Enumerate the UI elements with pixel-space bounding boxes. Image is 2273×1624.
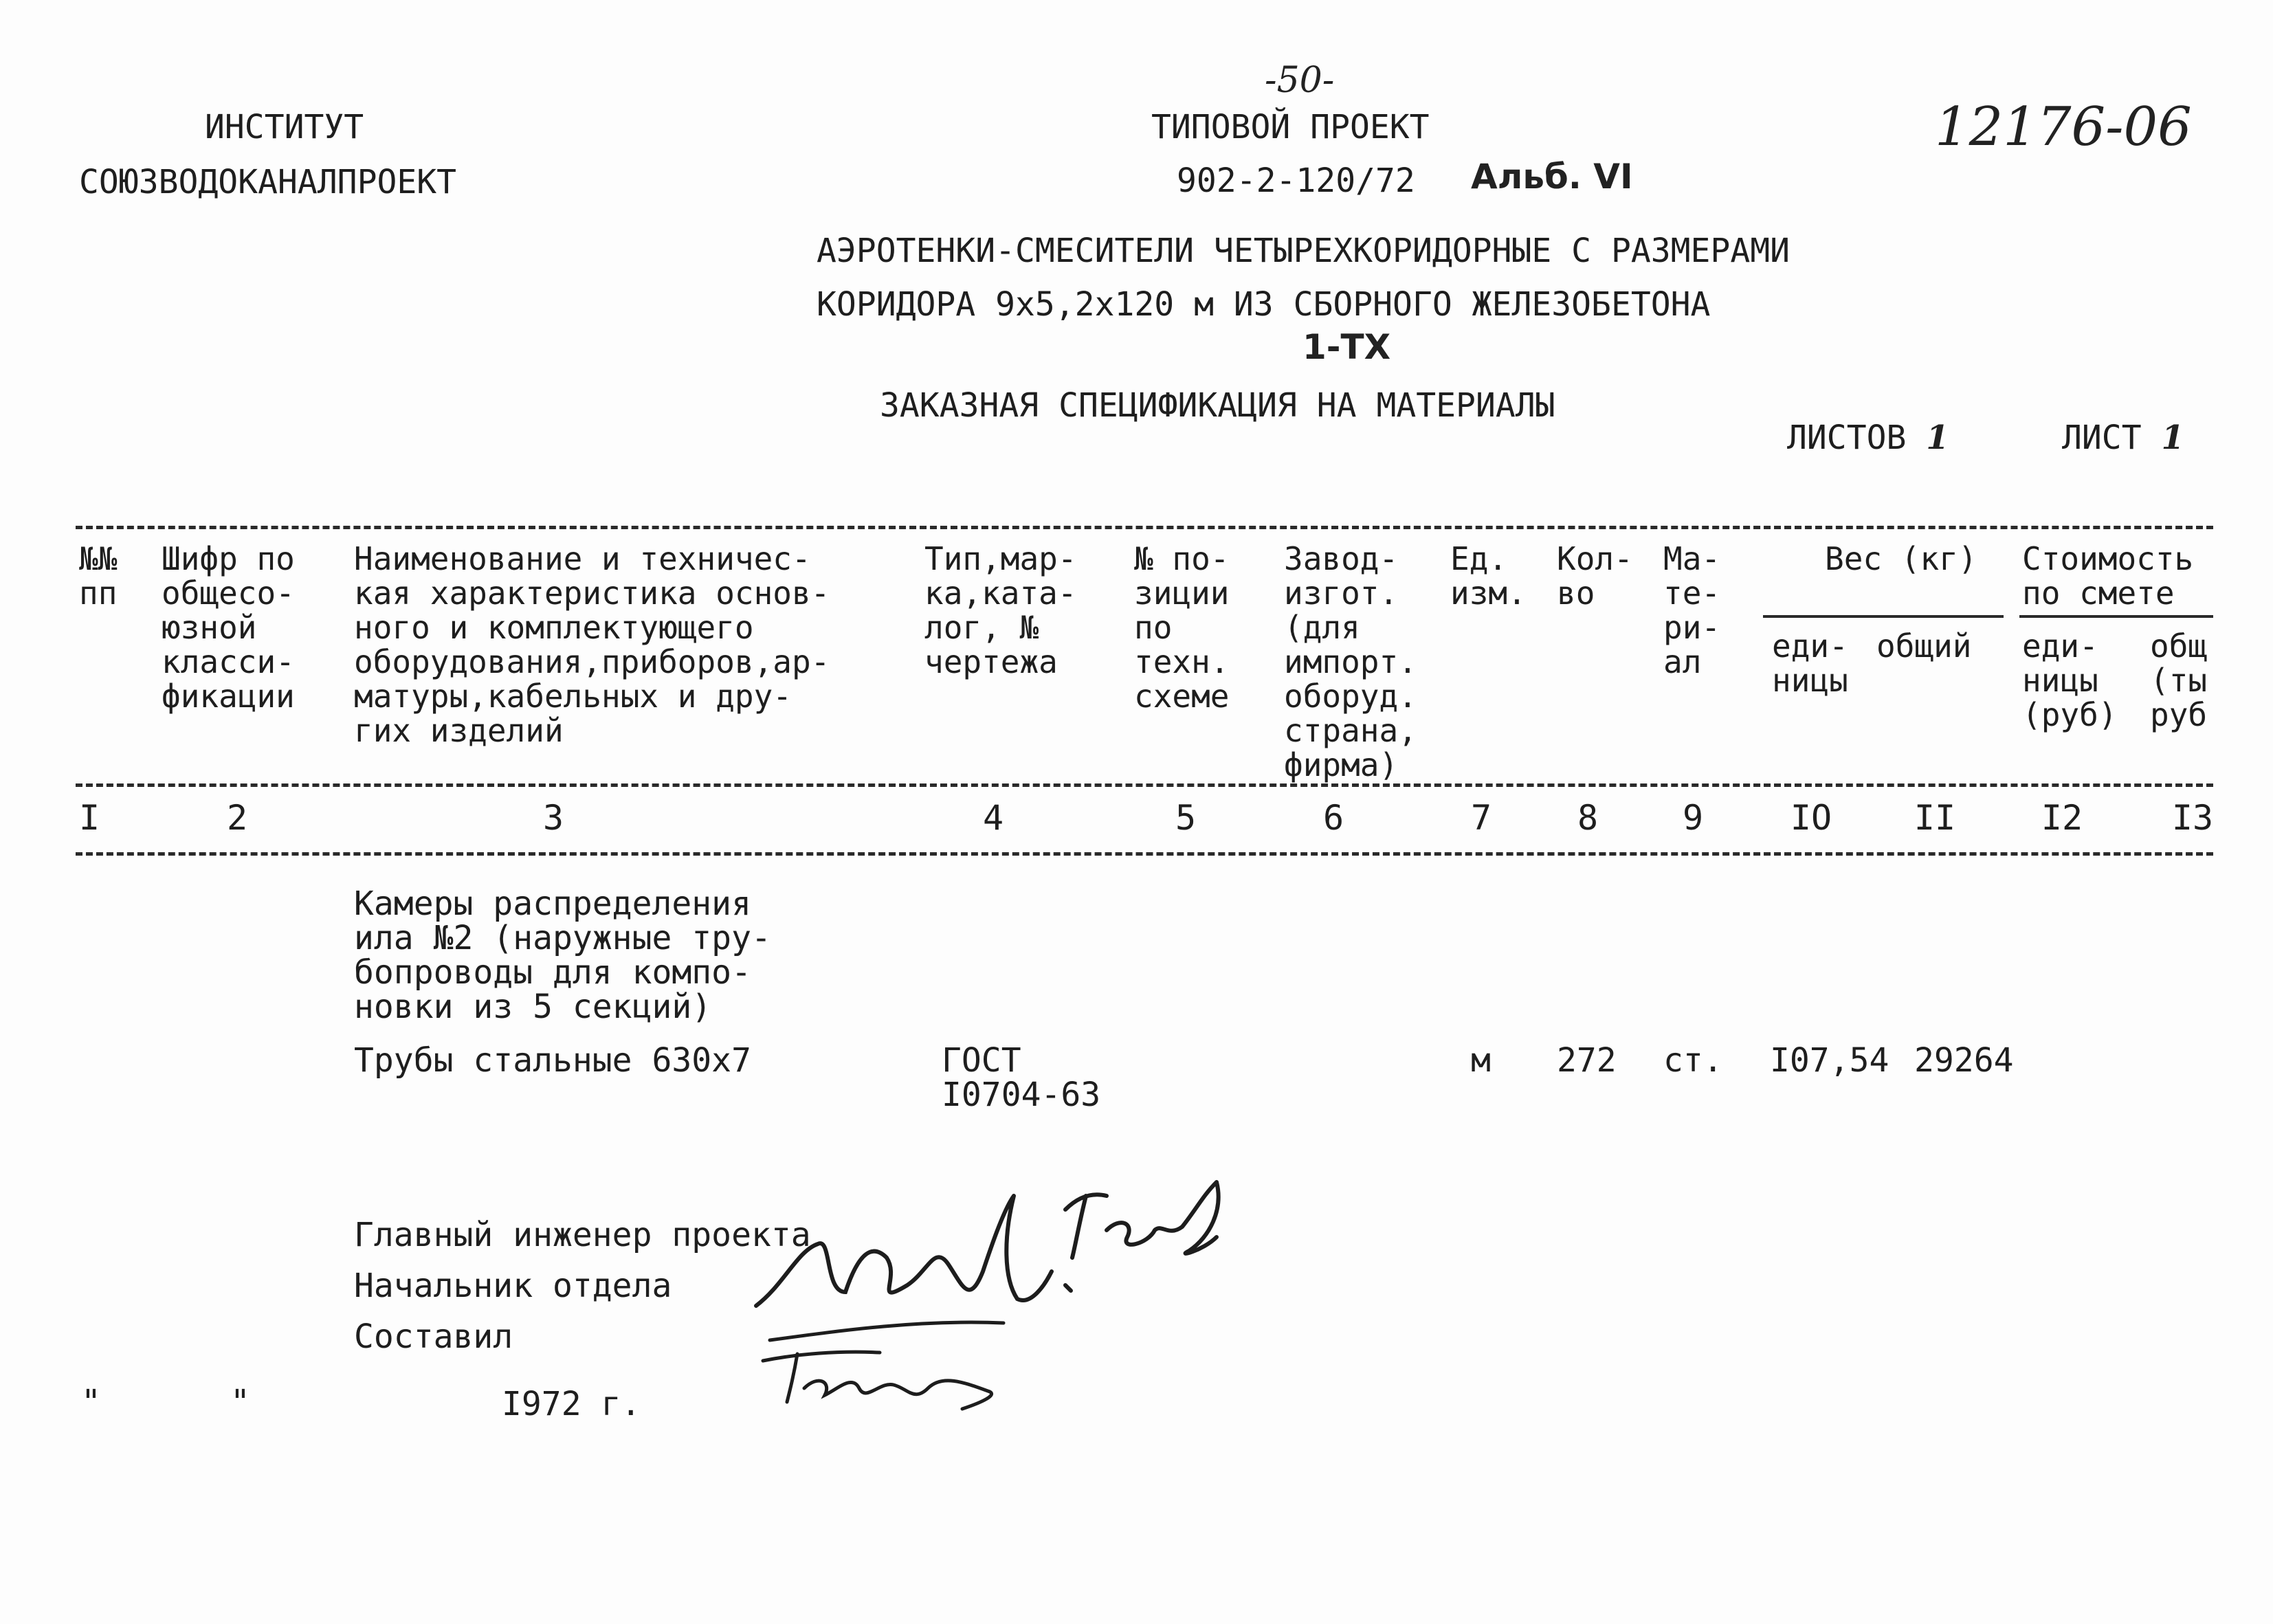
handwritten-mark: 1-ТХ: [1302, 327, 1391, 367]
col-header-3: Наименование и техничес- кая характеристика основ- ного и комплектующего оборудования,приборов,ар- матуры,кабельных и дру- гих изделий: [354, 540, 830, 749]
project-type: ТИПОВОЙ ПРОЕКТ: [1151, 108, 1430, 146]
institute-line1: ИНСТИТУТ: [205, 108, 364, 146]
institute-line2: СОЮЗВОДОКАНАЛПРОЕКТ: [79, 163, 457, 201]
col-header-10: еди- ницы: [1772, 627, 1848, 699]
signature-head-icon: [1052, 1168, 1258, 1271]
row-name: Трубы стальные 630х7: [354, 1041, 751, 1080]
col-number-10: IO: [1790, 798, 1832, 838]
col-header-6: Завод- изгот. (для импорт. оборуд. страна, фирма): [1284, 540, 1417, 783]
sheet-number: [2062, 421, 2184, 455]
col-header-4: Тип,мар- ка,ката- лог, № чертежа: [924, 540, 1077, 680]
page-number: -50-: [1265, 60, 1335, 101]
col-number-2: 2: [226, 798, 248, 838]
col-number-13: I3: [2171, 798, 2214, 838]
sheet-label: ЛИСТ: [2062, 419, 2142, 457]
col-header-5: № по- зиции по техн. схеме: [1134, 540, 1230, 715]
row-material: ст.: [1663, 1041, 1723, 1080]
col-number-3: 3: [542, 798, 564, 838]
col-number-1: I: [78, 798, 100, 838]
col-header-1: №№ пп: [79, 540, 118, 612]
col-number-9: 9: [1682, 798, 1704, 838]
quote-left: ": [81, 1383, 101, 1421]
col-header-weight: Вес (кг): [1825, 540, 1977, 577]
table-numbers-rule: [76, 852, 2213, 856]
col-number-5: 5: [1175, 798, 1197, 838]
signature-year: I972 г.: [502, 1385, 641, 1423]
spec-title: ЗАКАЗНАЯ СПЕЦИФИКАЦИЯ НА МАТЕРИАЛЫ: [880, 386, 1555, 425]
cost-sub-rule: [2019, 615, 2213, 618]
row-qty: 272: [1557, 1041, 1617, 1080]
col-number-6: 6: [1322, 798, 1344, 838]
section-title: Камеры распределения ила №2 (наружные тру- бопроводы для компо- новки из 5 секций): [354, 885, 771, 1026]
col-header-cost: Стоимость по смете: [2022, 540, 2194, 612]
sheets-value: 1: [1926, 419, 1949, 457]
sheet-value: 1: [2161, 419, 2184, 457]
title-line2: КОРИДОРА 9х5,2х120 м ИЗ СБОРНОГО ЖЕЛЕЗОБЕТОНА: [817, 285, 1711, 324]
col-header-8: Кол- во: [1557, 540, 1633, 612]
row-weight-unit: I07,54: [1770, 1041, 1889, 1080]
quote-right: ": [230, 1383, 250, 1421]
col-header-2: Шифр по общесо- юзной класси- фикации: [162, 540, 295, 715]
col-header-13: общ (ты руб: [2150, 627, 2208, 733]
col-header-12: еди- ницы (руб): [2022, 627, 2118, 733]
col-number-8: 8: [1577, 798, 1599, 838]
col-header-7: Ед. изм.: [1450, 540, 1527, 612]
document-number: 12176-06: [1935, 96, 2192, 158]
album-mark: Альб. VI: [1471, 157, 1633, 197]
col-number-12: I2: [2041, 798, 2083, 838]
col-number-11: II: [1914, 798, 1956, 838]
row-type: ГОСТ I0704-63: [942, 1041, 1101, 1114]
row-weight-total: 29264: [1914, 1041, 2014, 1080]
col-header-9: Ма- те- ри- ал: [1663, 540, 1721, 680]
compiled-by-label: Составил: [354, 1317, 513, 1356]
col-number-4: 4: [982, 798, 1004, 838]
row-unit: м: [1471, 1041, 1491, 1080]
sheets-label: ЛИСТОВ: [1787, 419, 1907, 457]
title-line1: АЭРОТЕНКИ-СМЕСИТЕЛИ ЧЕТЫРЕХКОРИДОРНЫЕ С РАЗМЕРАМИ: [817, 232, 1790, 270]
table-header-rule: [76, 783, 2213, 787]
weight-sub-rule: [1763, 615, 2004, 618]
chief-engineer-label: Главный инженер проекта: [354, 1216, 811, 1254]
col-header-11: общий: [1876, 627, 1972, 665]
table-top-rule: [76, 526, 2213, 529]
col-number-7: 7: [1470, 798, 1492, 838]
signature-compiler-icon: [756, 1333, 1017, 1416]
department-head-label: Начальник отдела: [354, 1267, 672, 1305]
project-code: 902-2-120/72: [1177, 162, 1415, 200]
sheets-count: [1787, 421, 1949, 455]
